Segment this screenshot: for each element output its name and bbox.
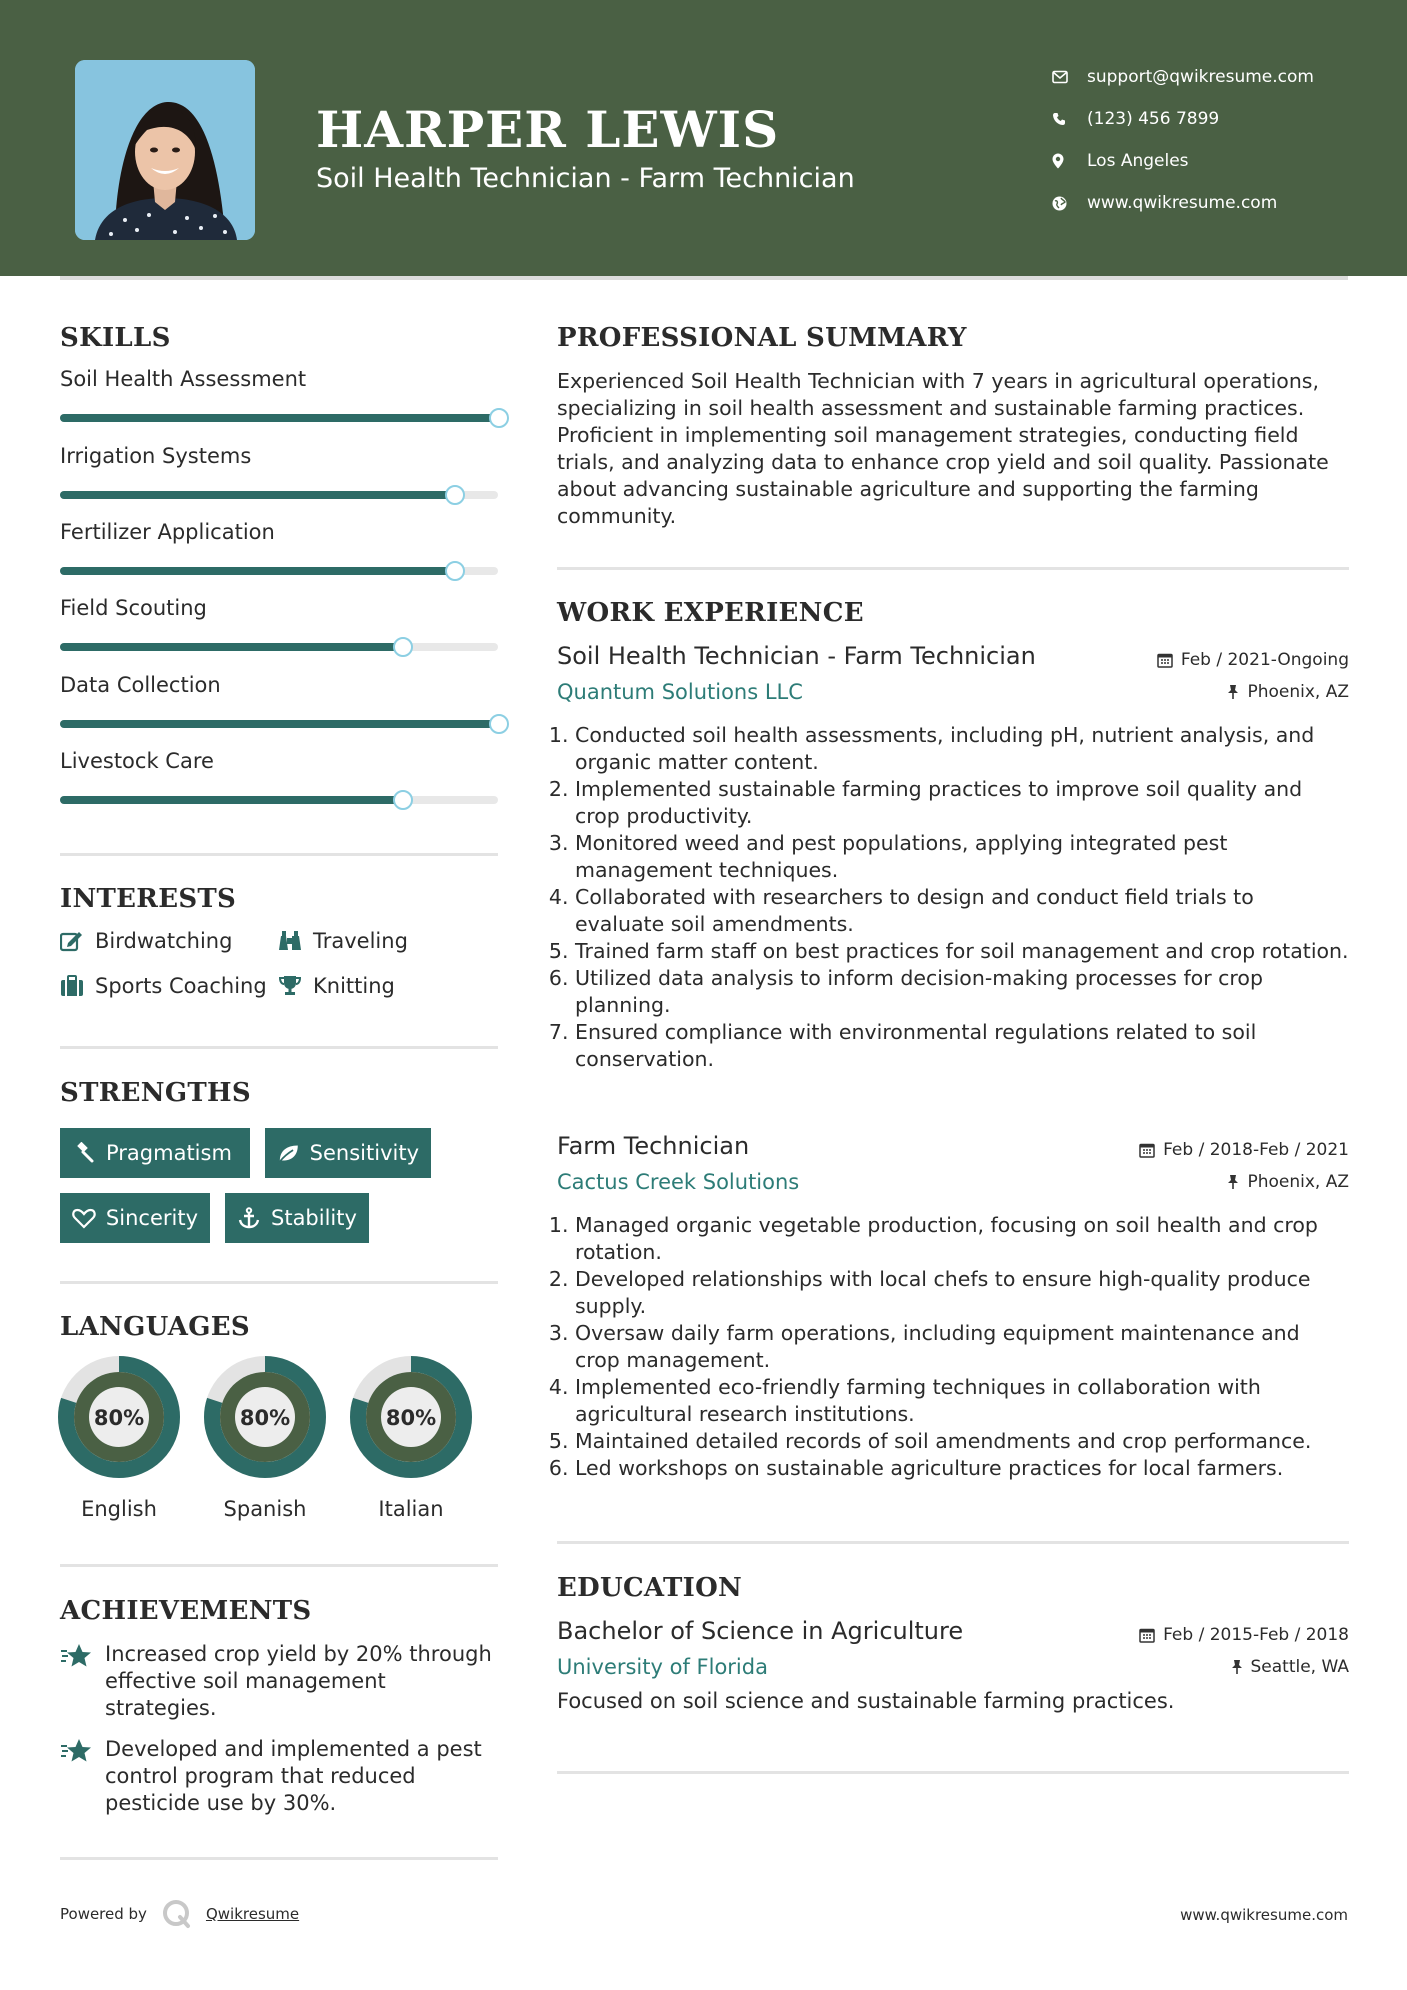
briefcase-icon <box>60 975 84 997</box>
skill-bar-knob <box>489 408 509 428</box>
strength-label: Stability <box>271 1206 357 1230</box>
skills-heading: SKILLS <box>60 323 171 353</box>
duty-item: 3. Oversaw daily farm operations, including equipment maintenance and crop management. <box>575 1320 1349 1374</box>
candidate-title: Soil Health Technician - Farm Technician <box>316 163 855 194</box>
achievement-item <box>60 1736 500 1817</box>
skill-label: Livestock Care <box>60 749 214 773</box>
language-label: Italian <box>378 1497 444 1521</box>
job-company: Quantum Solutions LLC <box>557 680 803 704</box>
section-divider <box>60 1564 498 1567</box>
achievement-text: Increased crop yield by 20% through effective soil management strategies. <box>105 1642 492 1720</box>
header-divider <box>60 276 1348 280</box>
section-divider <box>60 1857 498 1860</box>
language-item <box>57 1355 181 1521</box>
powered-by-text: Powered by <box>60 1905 147 1923</box>
language-donut <box>349 1355 473 1479</box>
job-location <box>1227 682 1349 702</box>
education-date-text: Feb / 2015-Feb / 2018 <box>1163 1625 1349 1645</box>
interest-item <box>60 974 267 998</box>
pushpin-icon <box>1231 1659 1243 1675</box>
language-percent: 80% <box>93 1406 145 1430</box>
education-description: Focused on soil science and sustainable farming practices. <box>557 1689 1175 1713</box>
interest-label: Knitting <box>313 974 395 998</box>
edit-icon <box>60 930 84 952</box>
education-location-text: Seattle, WA <box>1250 1657 1349 1677</box>
skill-bar <box>60 491 498 499</box>
candidate-name: HARPER LEWIS <box>316 100 780 159</box>
job-date-text: Feb / 2018-Feb / 2021 <box>1163 1140 1349 1160</box>
footer-powered-by <box>60 1898 299 1930</box>
duty-item: 5. Maintained detailed records of soil amendments and crop performance. <box>575 1428 1349 1455</box>
interests-heading: INTERESTS <box>60 884 237 914</box>
languages-heading: LANGUAGES <box>60 1312 250 1342</box>
skill-bar-fill <box>60 643 402 651</box>
education-heading: EDUCATION <box>557 1573 743 1603</box>
interest-item <box>278 974 395 998</box>
contact-phone-text: (123) 456 7899 <box>1087 109 1220 129</box>
duty-item: 1. Conducted soil health assessments, including pH, nutrient analysis, and organic matter content. <box>575 722 1349 776</box>
skill-bar-knob <box>489 714 509 734</box>
strength-badge <box>60 1193 210 1243</box>
education-school: University of Florida <box>557 1655 768 1679</box>
job-date-text: Feb / 2021-Ongoing <box>1180 650 1349 670</box>
interest-label: Birdwatching <box>95 929 233 953</box>
language-donut <box>203 1355 327 1479</box>
summary-text: Experienced Soil Health Technician with 7 years in agricultural operations, specializing in soil health assessment and sustainable farming practices. Proficient in implementing soil management strategies, conducting field trials, and analyzing data to enhance crop yield and soil quality. Passionate about advancing sustainable agriculture and supporting the farming community. <box>557 369 1329 528</box>
skill-item <box>60 444 498 468</box>
education-date <box>1139 1625 1349 1645</box>
duty-item: 2. Implemented sustainable farming practices to improve soil quality and crop productivity. <box>575 776 1349 830</box>
achievement-item <box>60 1641 500 1722</box>
section-divider <box>557 1771 1349 1774</box>
skill-label: Fertilizer Application <box>60 520 275 544</box>
skill-item <box>60 673 498 697</box>
duty-item: 2. Developed relationships with local chefs to ensure high-quality produce supply. <box>575 1266 1349 1320</box>
language-item <box>203 1355 327 1521</box>
skill-bar <box>60 796 498 804</box>
skill-bar-fill <box>60 796 402 804</box>
leaf-icon <box>277 1142 300 1164</box>
map-pin-icon <box>1052 153 1087 169</box>
skill-label: Irrigation Systems <box>60 444 252 468</box>
skill-bar-knob <box>445 485 465 505</box>
job-location-text: Phoenix, AZ <box>1247 1172 1349 1192</box>
job-company: Cactus Creek Solutions <box>557 1170 800 1194</box>
language-percent: 80% <box>239 1406 291 1430</box>
contact-website-text: www.qwikresume.com <box>1087 193 1278 213</box>
duty-item: 6. Utilized data analysis to inform decision-making processes for crop planning. <box>575 965 1349 1019</box>
calendar-icon <box>1139 1142 1155 1158</box>
job-role: Farm Technician <box>557 1132 750 1160</box>
skill-item <box>60 596 498 620</box>
skill-bar-fill <box>60 567 454 575</box>
strengths-heading: STRENGTHS <box>60 1078 251 1108</box>
duty-item: 7. Ensured compliance with environmental regulations related to soil conservation. <box>575 1019 1349 1073</box>
skill-bar-fill <box>60 720 498 728</box>
duty-item: 4. Collaborated with researchers to design and conduct field trials to evaluate soil amendments. <box>575 884 1349 938</box>
summary-heading: PROFESSIONAL SUMMARY <box>557 323 967 353</box>
contact-email[interactable] <box>1052 56 1382 98</box>
pushpin-icon <box>1227 1174 1239 1190</box>
contact-email-text: support@qwikresume.com <box>1087 67 1314 87</box>
skill-bar <box>60 567 498 575</box>
job-role: Soil Health Technician - Farm Technician <box>557 642 1036 670</box>
section-divider <box>60 1281 498 1284</box>
strength-label: Pragmatism <box>106 1141 232 1165</box>
trophy-icon <box>278 975 302 997</box>
contact-phone[interactable] <box>1052 98 1382 140</box>
anchor-icon <box>237 1207 261 1229</box>
duties-list <box>557 1212 1349 1482</box>
contact-location-text: Los Angeles <box>1087 151 1189 171</box>
section-divider <box>557 567 1349 570</box>
language-label: Spanish <box>223 1497 307 1521</box>
binoculars-icon <box>278 930 302 952</box>
skill-bar-knob <box>445 561 465 581</box>
education-location <box>1231 1657 1350 1677</box>
strength-badge <box>225 1193 369 1243</box>
strength-label: Sincerity <box>105 1206 198 1230</box>
language-item <box>349 1355 473 1521</box>
interest-label: Sports Coaching <box>95 974 267 998</box>
star-badge-icon <box>60 1738 93 1764</box>
strength-label: Sensitivity <box>309 1141 419 1165</box>
skill-item <box>60 367 498 391</box>
language-label: English <box>81 1497 157 1521</box>
contact-website[interactable] <box>1052 182 1382 224</box>
skill-bar <box>60 643 498 651</box>
calendar-icon <box>1157 652 1173 668</box>
contact-list <box>1052 56 1382 224</box>
skill-label: Data Collection <box>60 673 221 697</box>
footer-website[interactable]: www.qwikresume.com <box>1180 1906 1348 1924</box>
education-degree: Bachelor of Science in Agriculture <box>557 1617 964 1645</box>
skill-item <box>60 520 498 544</box>
duty-item: 3. Monitored weed and pest populations, applying integrated pest management techniques. <box>575 830 1349 884</box>
profile-photo <box>75 60 255 240</box>
duty-item: 1. Managed organic vegetable production, focusing on soil health and crop rotation. <box>575 1212 1349 1266</box>
skill-label: Soil Health Assessment <box>60 367 307 391</box>
skill-bar-knob <box>393 637 413 657</box>
calendar-icon <box>1139 1627 1155 1643</box>
section-divider <box>60 1046 498 1049</box>
interest-item <box>278 929 408 953</box>
resume-header <box>0 0 1407 276</box>
achievements-heading: ACHIEVEMENTS <box>60 1596 312 1626</box>
job-date <box>1157 650 1349 670</box>
duty-item: 5. Trained farm staff on best practices for soil management and crop rotation. <box>575 938 1349 965</box>
experience-heading: WORK EXPERIENCE <box>557 598 864 628</box>
star-badge-icon <box>60 1643 93 1669</box>
strength-badge <box>60 1128 250 1178</box>
skill-bar-fill <box>60 414 498 422</box>
skill-item <box>60 749 498 773</box>
interest-label: Traveling <box>313 929 408 953</box>
duties-list <box>557 722 1349 1073</box>
achievement-text: Developed and implemented a pest control program that reduced pesticide use by 30%. <box>105 1737 482 1815</box>
contact-location <box>1052 140 1382 182</box>
skill-bar <box>60 720 498 728</box>
job-date <box>1139 1140 1349 1160</box>
section-divider <box>60 853 498 856</box>
skill-bar-knob <box>393 790 413 810</box>
duty-item: 6. Led workshops on sustainable agriculture practices for local farmers. <box>575 1455 1349 1482</box>
heart-icon <box>72 1207 96 1229</box>
language-donut <box>57 1355 181 1479</box>
job-location-text: Phoenix, AZ <box>1247 682 1349 702</box>
gavel-icon <box>72 1142 96 1164</box>
brand-link[interactable]: Qwikresume <box>205 1905 300 1923</box>
envelope-icon <box>1052 70 1087 84</box>
globe-icon <box>1052 196 1087 211</box>
job-location <box>1227 1172 1349 1192</box>
qwikresume-logo-icon <box>161 1898 193 1930</box>
duty-item: 4. Implemented eco-friendly farming techniques in collaboration with agricultural research institutions. <box>575 1374 1349 1428</box>
pushpin-icon <box>1227 684 1239 700</box>
skill-bar <box>60 414 498 422</box>
skill-label: Field Scouting <box>60 596 207 620</box>
section-divider <box>557 1541 1349 1544</box>
interest-item <box>60 929 232 953</box>
strength-badge <box>265 1128 431 1178</box>
phone-icon <box>1052 112 1087 126</box>
language-percent: 80% <box>385 1406 437 1430</box>
skill-bar-fill <box>60 491 454 499</box>
